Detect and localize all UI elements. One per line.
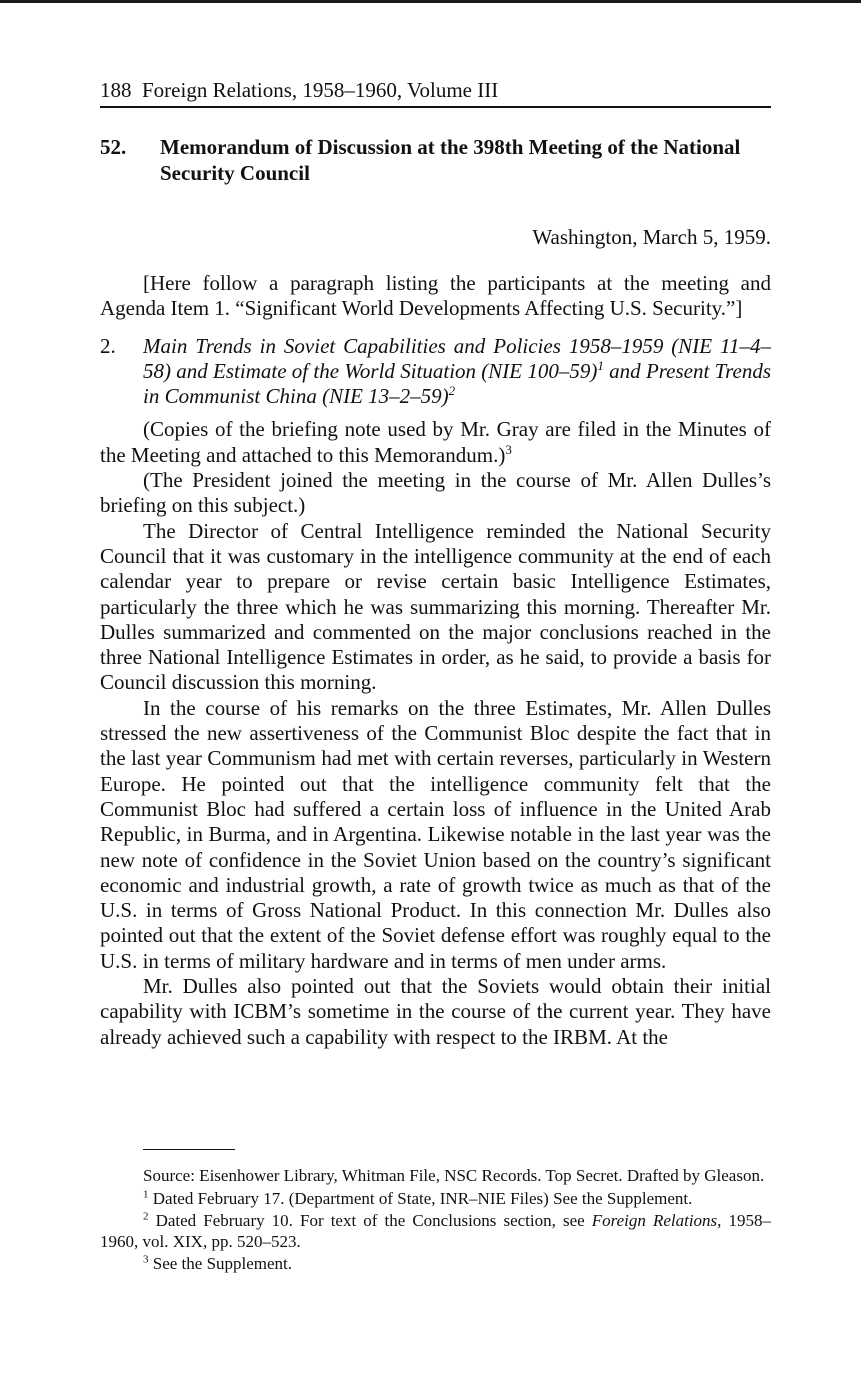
footnote-ref-1: 1 [597, 357, 604, 373]
footnote-3-marker: 3 [143, 1253, 149, 1266]
page-top-edge [0, 0, 861, 3]
paragraph-icbm-capability: Mr. Dulles also pointed out that the Soviets would obtain their initial capability with ICBM’s sometime in the course of the current year. They have already achieved such a capability with respect to the IRBM. At the [100, 974, 771, 1049]
document-heading [100, 134, 771, 186]
footnote-ref-2: 2 [448, 383, 456, 399]
document-number: 52. [100, 135, 127, 159]
footnote-ref-3: 3 [505, 441, 512, 457]
editorial-note: [Here follow a paragraph listing the participants at the meeting and Agenda Item 1. “Significant World Developments Affecting U.S. Security.”] [100, 271, 771, 321]
agenda-item-heading [100, 334, 771, 410]
agenda-item-title-continued: and Present Trends in Communist China (NIE 13–2–59) [143, 358, 771, 409]
footnote-2 [100, 1211, 771, 1252]
page-number: 188 [100, 78, 132, 102]
footnotes [100, 1166, 771, 1277]
paragraph-text: (Copies of the briefing note used by Mr. Gray are filed in the Minutes of the Meeting and attached to this Memorandum.) [100, 417, 771, 467]
running-title: Foreign Relations, 1958–1960, Volume III [142, 78, 499, 102]
header-rule [100, 106, 771, 108]
paragraph-dci-reminder: The Director of Central Intelligence reminded the National Security Council that it was customary in the intelligence community at the end of each calendar year to prepare or revise certain basic Intelligence Estimates, particularly the three which he was summarizing this morning. Thereafter Mr. Dulles summarized and commented on the major conclusions reached in the three National Intelligence Estimates in order, as he said, to provide a basis for Council discussion this morning. [100, 518, 771, 695]
paragraph-briefing-note [100, 417, 771, 468]
footnote-1-marker: 1 [143, 1187, 149, 1200]
footnote-2-text: Dated February 10. For text of the Conclusions section, see [148, 1211, 592, 1230]
footnote-2-text-continued: 1958–1960, vol. XIX, pp. 520–523. [100, 1211, 772, 1251]
footnote-1-text: Dated February 17. (Department of State, INR–NIE Files) See the Supplement. [148, 1188, 693, 1208]
footnote-2-marker: 2 [143, 1210, 149, 1223]
running-header [100, 76, 771, 104]
paragraph-president-joined: (The President joined the meeting in the course of Mr. Allen Dulles’s briefing on this subject.) [100, 468, 771, 518]
paragraph-dulles-remarks: In the course of his remarks on the three Estimates, Mr. Allen Dulles stressed the new assertiveness of the Communist Bloc despite the fact that in the last year Communism had met with certain reverses, particularly in Western Europe. He pointed out that the intelligence community felt that the Communist Bloc had suffered a certain loss of influence in the United Arab Republic, in Burma, and in Argentina. Likewise notable in the last year was the new note of confidence in the Soviet Union based on the country’s significant economic and industrial growth, a rate of growth twice as much as that of the U.S. in terms of Gross National Product. In this connection Mr. Dulles also pointed out that the extent of the Soviet defense effort was roughly equal to the U.S. in terms of military hardware and in terms of men under arms. [100, 695, 771, 973]
document-body [100, 271, 771, 1050]
agenda-item-number: 2. [100, 333, 116, 358]
document-title: Memorandum of Discussion at the 398th Meeting of the National Security Council [160, 135, 741, 185]
footnote-rule [143, 1149, 235, 1150]
dateline: Washington, March 5, 1959. [532, 225, 771, 249]
footnote-3 [100, 1254, 771, 1275]
footnote-2-reference: Foreign Relations, [591, 1211, 722, 1230]
footnote-3-text: See the Supplement. [148, 1254, 293, 1273]
footnote-source: Source: Eisenhower Library, Whitman File, NSC Records. Top Secret. Drafted by Gleason. [143, 1166, 765, 1185]
footnote-1 [100, 1189, 771, 1210]
agenda-item-title: Main Trends in Soviet Capabilities and Policies 1958–1959 (NIE 11–4–58) and Estimate of the World Situation (NIE 100–59) [143, 333, 771, 383]
